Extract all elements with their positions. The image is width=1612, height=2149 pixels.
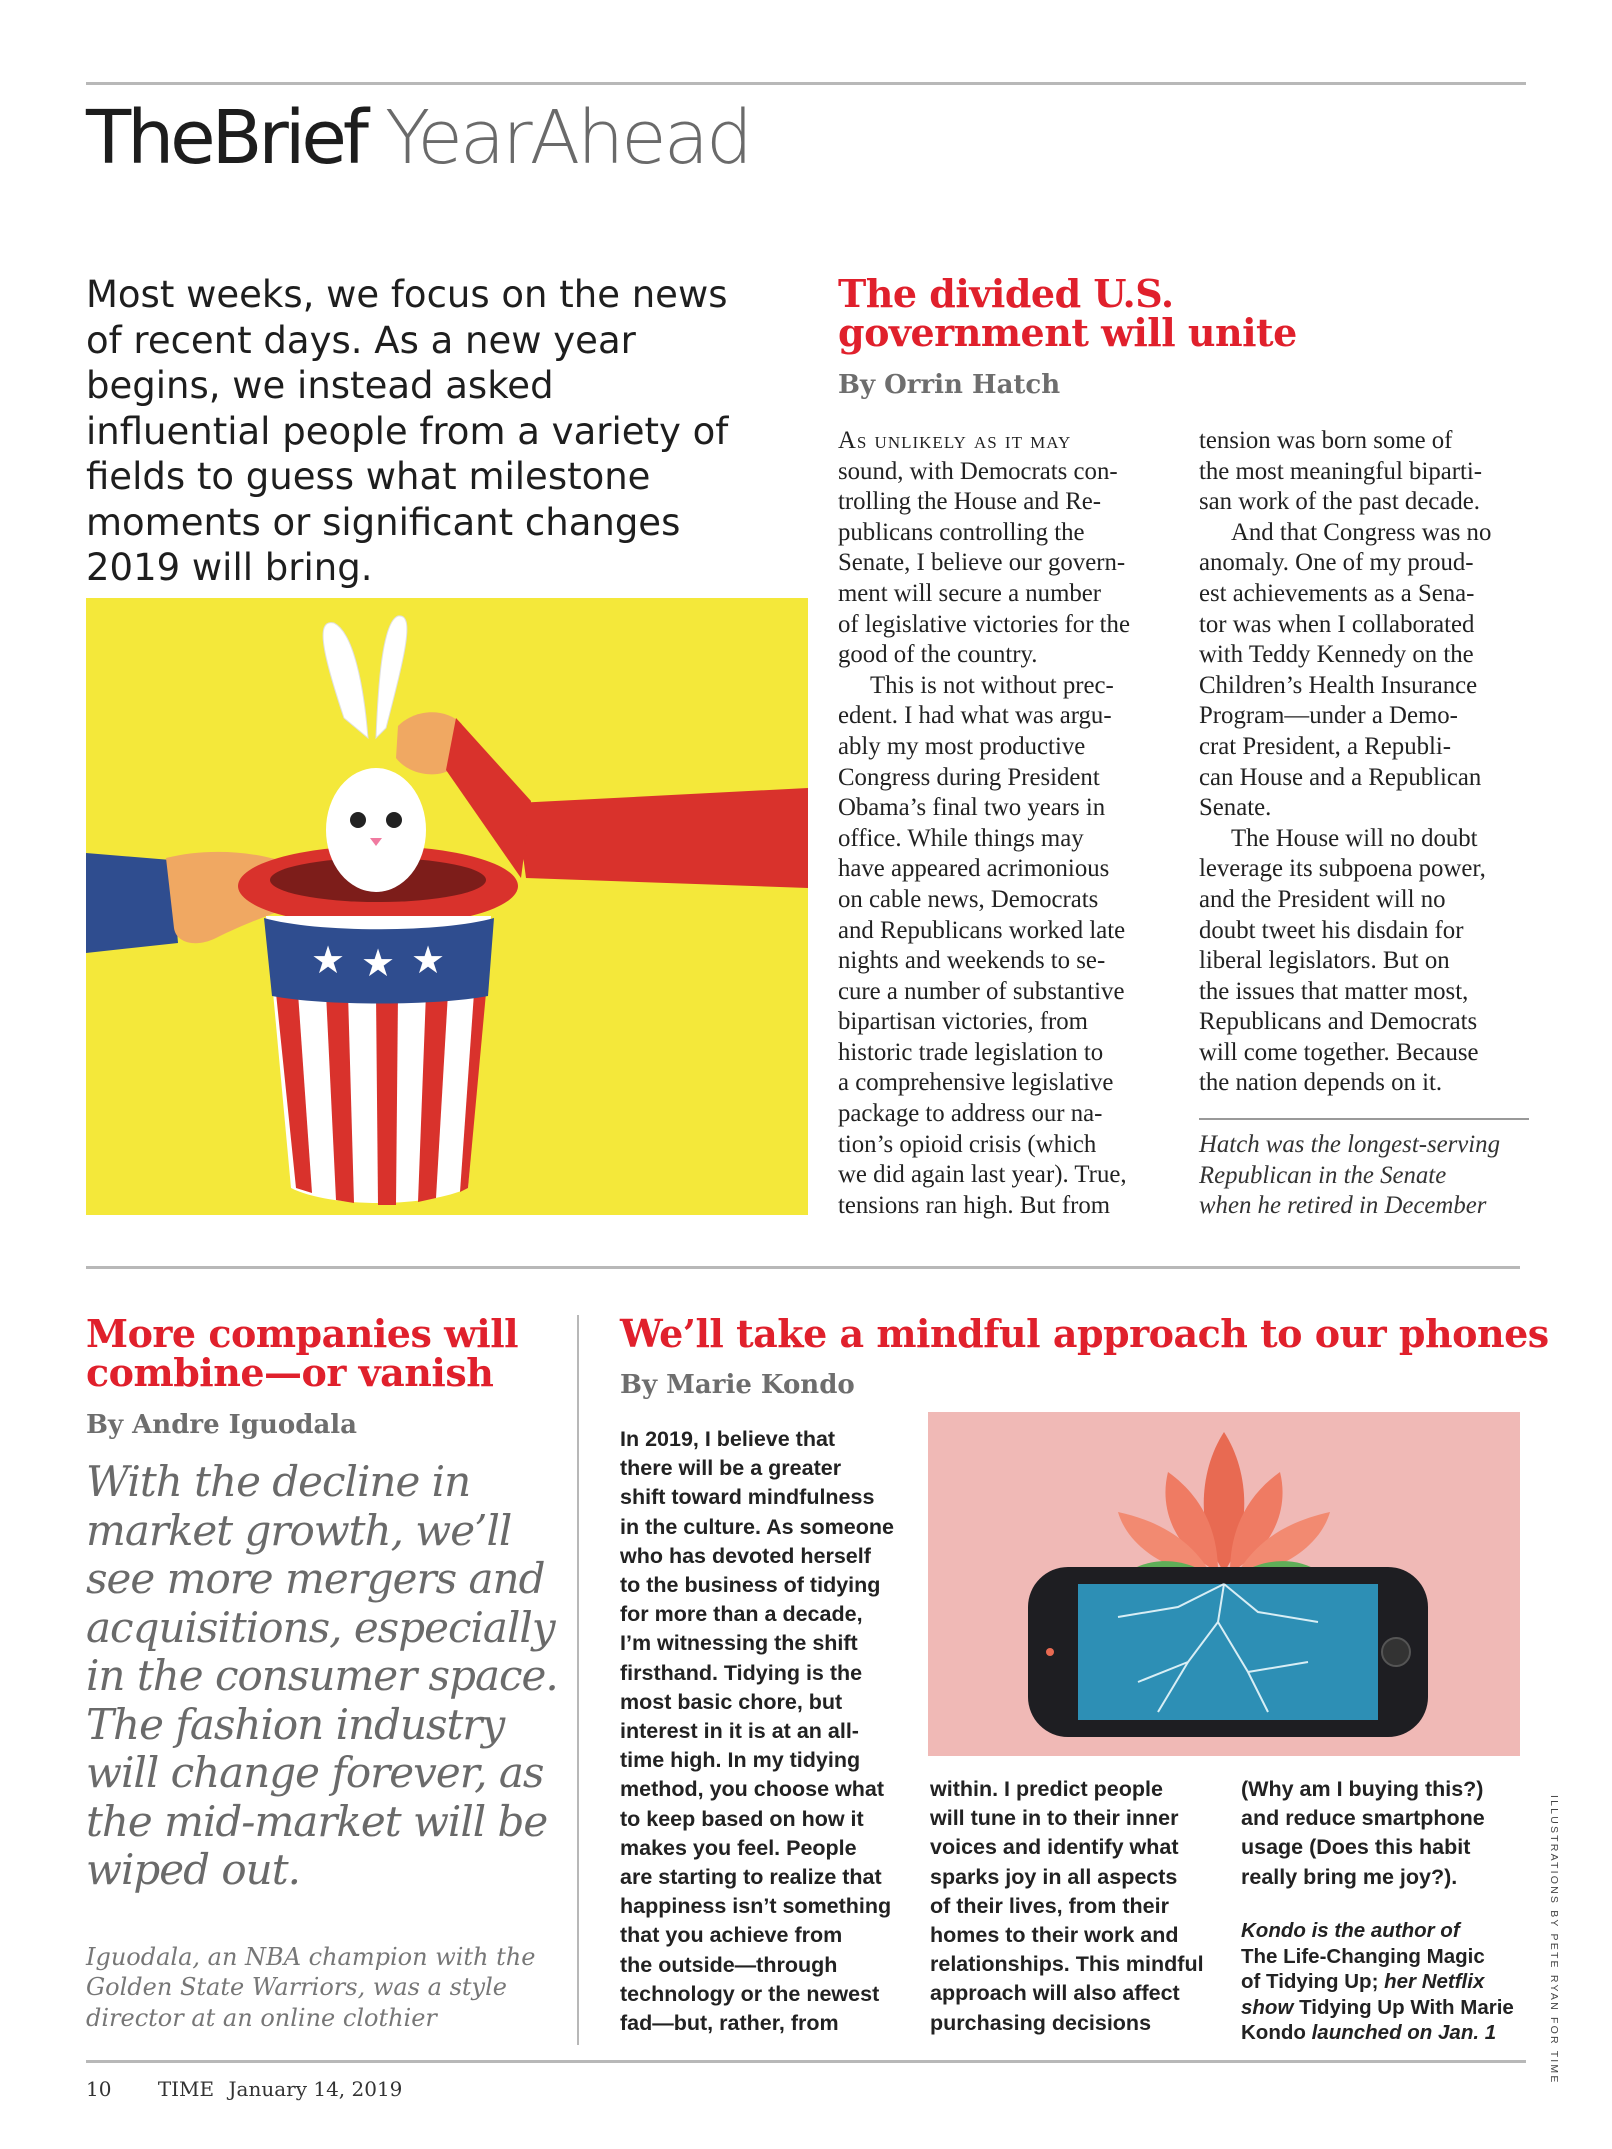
kondo-col1-line: in the culture. As someone bbox=[620, 1514, 894, 1539]
hatch-col2-line: doubt tweet his disdain for bbox=[1199, 916, 1464, 944]
magazine-name: TIME bbox=[157, 2077, 215, 2101]
hatch-col1-line: ment will secure a number bbox=[838, 579, 1102, 607]
section-divider bbox=[86, 1266, 1520, 1269]
quote-line: will change forever, as bbox=[86, 1748, 544, 1797]
hatch-col2-line: the nation depends on it. bbox=[1199, 1069, 1443, 1097]
hatch-col2-line: Program—under a Demo- bbox=[1199, 702, 1458, 730]
masthead-section: TheBrief bbox=[86, 95, 365, 181]
hatch-col2-line: crat President, a Republi- bbox=[1199, 732, 1452, 760]
kondo-col1-line: are starting to realize that bbox=[620, 1865, 882, 1890]
kondo-col1-line: I’m witnessing the shift bbox=[620, 1631, 858, 1656]
kondo-col2-line: homes to their work and bbox=[930, 1923, 1179, 1948]
kondo-col1-line: for more than a decade, bbox=[620, 1602, 863, 1627]
hatch-col1-line: nights and weekends to se- bbox=[838, 947, 1106, 975]
quote-line: With the decline in bbox=[86, 1457, 471, 1506]
iguodala-headline-line-2: combine—or vanish bbox=[86, 1350, 494, 1395]
hatch-col2-line: The House will no doubt bbox=[1231, 824, 1478, 852]
hatch-col2-line: san work of the past decade. bbox=[1199, 488, 1480, 516]
hatch-col2-line: est achievements as a Sena- bbox=[1199, 579, 1475, 607]
iguodala-bio-line: director at an online clothier bbox=[86, 2003, 437, 2032]
kondo-col3-line: really bring me joy?). bbox=[1241, 1864, 1458, 1889]
page-number: 10 bbox=[86, 2077, 112, 2101]
kondo-col1-line: fad—but, rather, from bbox=[620, 2011, 839, 2036]
quote-line: The fashion industry bbox=[86, 1699, 505, 1749]
hatch-col1-line: a comprehensive legislative bbox=[838, 1069, 1114, 1097]
kondo-col1-line: who has devoted herself bbox=[620, 1543, 871, 1568]
hatch-headline-line-2: government will unite bbox=[838, 310, 1297, 355]
kondo-col2-line: of their lives, from their bbox=[930, 1893, 1169, 1918]
hatch-col2-line: the most meaningful biparti- bbox=[1199, 457, 1483, 485]
quote-line: acquisitions, especially bbox=[86, 1602, 555, 1652]
kondo-bio bbox=[1241, 1918, 1526, 2046]
hatch-headline bbox=[838, 271, 1538, 355]
hatch-col2-line: liberal legislators. But on bbox=[1199, 947, 1450, 975]
magic-hat-rabbit-image bbox=[86, 598, 808, 1215]
svg-text:★: ★ bbox=[361, 941, 396, 985]
hatch-col2-line: And that Congress was no bbox=[1231, 518, 1492, 546]
kondo-col1-line: there will be a greater bbox=[620, 1456, 842, 1481]
hatch-col1-line: good of the country. bbox=[838, 641, 1038, 669]
kondo-col1-line: method, you choose what bbox=[620, 1777, 884, 1802]
hatch-col2-line: anomaly. One of my proud- bbox=[1199, 549, 1474, 577]
hatch-col1-line: Obama’s final two years in bbox=[838, 794, 1106, 822]
kondo-column-3 bbox=[1241, 1775, 1526, 1892]
kondo-col2-line: approach will also affect bbox=[930, 1981, 1180, 2006]
svg-text:★: ★ bbox=[411, 938, 446, 982]
kondo-col3-line: (Why am I buying this?) bbox=[1241, 1777, 1484, 1801]
quote-line: wiped out. bbox=[86, 1845, 300, 1894]
hatch-col1-line: on cable news, Democrats bbox=[838, 885, 1099, 913]
kondo-col1-line: interest in it is at an all- bbox=[620, 1719, 859, 1744]
iguodala-pull-quote bbox=[86, 1458, 566, 1895]
hatch-col1-line: have appeared acrimonious bbox=[838, 855, 1110, 883]
hatch-bio-line: Hatch was the longest-serving bbox=[1199, 1131, 1500, 1158]
quote-line: market growth, we’ll bbox=[86, 1505, 512, 1555]
hatch-col1-line: historic trade legislation to bbox=[838, 1038, 1104, 1066]
phone-lotus-image bbox=[928, 1412, 1520, 1756]
hatch-col2-line: will come together. Because bbox=[1199, 1038, 1479, 1066]
section-masthead bbox=[86, 95, 750, 181]
kondo-col3-line: usage (Does this habit bbox=[1241, 1835, 1471, 1860]
kondo-col1-line: time high. In my tidying bbox=[620, 1748, 861, 1773]
kondo-col1-line: shift toward mindfulness bbox=[620, 1485, 875, 1510]
hatch-col1-line: cure a number of substantive bbox=[838, 977, 1125, 1005]
hatch-col1-line: we did again last year). True, bbox=[838, 1161, 1127, 1189]
kondo-bio-text: her Netflix bbox=[1378, 1970, 1485, 1994]
hatch-byline: By Orrin Hatch bbox=[838, 370, 1061, 400]
hatch-col2-line: the issues that matter most, bbox=[1199, 977, 1469, 1005]
kondo-col1-line: happiness isn’t something bbox=[620, 1894, 892, 1919]
hatch-col2-line: can House and a Republican bbox=[1199, 763, 1482, 791]
kondo-col1-line: to keep based on how it bbox=[620, 1806, 864, 1831]
kondo-book-title: The Life-Changing Magic bbox=[1241, 1944, 1485, 1968]
hatch-col1-line: Congress during President bbox=[838, 763, 1100, 791]
hatch-col1-line: edent. I had what was argu- bbox=[838, 702, 1112, 730]
kondo-col1-line: makes you feel. People bbox=[620, 1835, 857, 1860]
issue-date: January 14, 2019 bbox=[228, 2077, 403, 2101]
iguodala-bio-line: Golden State Warriors, was a style bbox=[86, 1973, 507, 2002]
kondo-bio-text: Kondo is the author of bbox=[1241, 1919, 1460, 1942]
kondo-col2-line: relationships. This mindful bbox=[930, 1952, 1204, 1977]
kondo-column-1 bbox=[620, 1425, 920, 2038]
hatch-lead-in: As unlikely as it may bbox=[838, 427, 1072, 454]
kondo-col1-line: firsthand. Tidying is the bbox=[620, 1660, 863, 1685]
hatch-col1-line: trolling the House and Re- bbox=[838, 488, 1102, 516]
quote-line: the mid-market will be bbox=[86, 1796, 548, 1846]
iguodala-byline: By Andre Iguodala bbox=[86, 1410, 358, 1440]
kondo-show-title: Tidying Up With Marie bbox=[1293, 1995, 1514, 2019]
kondo-col1-line: technology or the newest bbox=[620, 1981, 880, 2006]
hatch-col1-line: of legislative victories for the bbox=[838, 610, 1130, 638]
quote-line: in the consumer space. bbox=[86, 1651, 558, 1700]
kondo-col1-line: that you achieve from bbox=[620, 1923, 843, 1948]
intro-text: Most weeks, we focus on the news of recent days. As a new year begins, we instead asked influential people from a variety of fields to guess what milestone moments or significant changes 2019 will bring. bbox=[86, 273, 729, 589]
svg-text:★: ★ bbox=[311, 938, 346, 982]
hat-rabbit-illustration bbox=[86, 598, 808, 1215]
hatch-col2-line: with Teddy Kennedy on the bbox=[1199, 641, 1474, 669]
iguodala-headline bbox=[86, 1311, 566, 1395]
kondo-headline: We’ll take a mindful approach to our phones bbox=[620, 1311, 1549, 1356]
hatch-col1-line: tion’s opioid crisis (which bbox=[838, 1130, 1097, 1158]
illustration-credit: ILLUSTRATIONS BY PETE RYAN FOR TIME bbox=[1548, 1795, 1560, 2085]
hatch-col2-line: Senate. bbox=[1199, 794, 1272, 822]
hatch-bio-rule bbox=[1199, 1118, 1529, 1120]
phone-lotus-illustration bbox=[928, 1412, 1520, 1756]
kondo-col2-line: within. I predict people bbox=[930, 1777, 1163, 1801]
kondo-col1-line: to the business of tidying bbox=[620, 1573, 881, 1598]
hatch-col1-line: publicans controlling the bbox=[838, 518, 1085, 546]
hatch-col1-line: sound, with Democrats con- bbox=[838, 457, 1118, 485]
hatch-col1-line: bipartisan victories, from bbox=[838, 1008, 1088, 1036]
kondo-column-2 bbox=[930, 1775, 1220, 2038]
kondo-book-title: of Tidying Up; bbox=[1241, 1970, 1379, 1994]
page-footer bbox=[86, 2077, 402, 2101]
hatch-bio bbox=[1199, 1130, 1539, 1222]
hatch-col2-line: leverage its subpoena power, bbox=[1199, 855, 1486, 883]
hatch-col2-line: tension was born some of bbox=[1199, 427, 1453, 454]
iguodala-bio bbox=[86, 1942, 556, 2033]
hatch-col1-line: office. While things may bbox=[838, 824, 1084, 852]
kondo-col2-line: purchasing decisions bbox=[930, 2010, 1152, 2035]
hatch-col1-line: package to address our na- bbox=[838, 1100, 1103, 1128]
kondo-col3-line: and reduce smartphone bbox=[1241, 1806, 1485, 1831]
kondo-col2-line: will tune in to their inner bbox=[930, 1806, 1179, 1831]
hatch-column-1 bbox=[838, 426, 1174, 1221]
hatch-col2-line: Children’s Health Insurance bbox=[1199, 671, 1478, 699]
hatch-col1-line: tensions ran high. But from bbox=[838, 1191, 1111, 1219]
bottom-rule bbox=[86, 2060, 1526, 2063]
hatch-col2-line: Republicans and Democrats bbox=[1199, 1008, 1478, 1036]
hatch-col2-line: and the President will no bbox=[1199, 885, 1446, 913]
quote-line: see more mergers and bbox=[86, 1554, 545, 1603]
top-rule bbox=[86, 82, 1526, 85]
hatch-column-2 bbox=[1199, 426, 1535, 1099]
column-divider bbox=[577, 1315, 579, 2045]
hatch-col2-line: tor was when I collaborated bbox=[1199, 610, 1475, 638]
kondo-byline: By Marie Kondo bbox=[620, 1370, 855, 1400]
kondo-bio-text: show bbox=[1241, 1995, 1294, 2019]
kondo-col1-line: the outside—through bbox=[620, 1952, 838, 1977]
kondo-col1-line: most basic chore, but bbox=[620, 1689, 843, 1714]
kondo-col2-line: voices and identify what bbox=[930, 1835, 1179, 1860]
hatch-bio-line: Republican in the Senate bbox=[1199, 1161, 1447, 1189]
iguodala-headline-line-1: More companies will bbox=[86, 1311, 519, 1356]
hatch-col1-line: and Republicans worked late bbox=[838, 916, 1126, 944]
hatch-col1-line: ably my most productive bbox=[838, 732, 1086, 760]
kondo-col2-line: sparks joy in all aspects bbox=[930, 1864, 1178, 1889]
hatch-col1-line: Senate, I believe our govern- bbox=[838, 549, 1126, 577]
hatch-bio-line: when he retired in December bbox=[1199, 1192, 1487, 1220]
hatch-headline-line-1: The divided U.S. bbox=[838, 271, 1174, 316]
kondo-show-title: Kondo bbox=[1241, 2021, 1306, 2045]
hatch-col1-line: This is not without prec- bbox=[870, 671, 1114, 699]
masthead-subsection: YearAhead bbox=[384, 95, 751, 181]
iguodala-bio-line: Iguodala, an NBA champion with the bbox=[86, 1943, 536, 1971]
kondo-col1-line: In 2019, I believe that bbox=[620, 1427, 836, 1451]
kondo-bio-text: launched on Jan. 1 bbox=[1305, 2021, 1497, 2045]
